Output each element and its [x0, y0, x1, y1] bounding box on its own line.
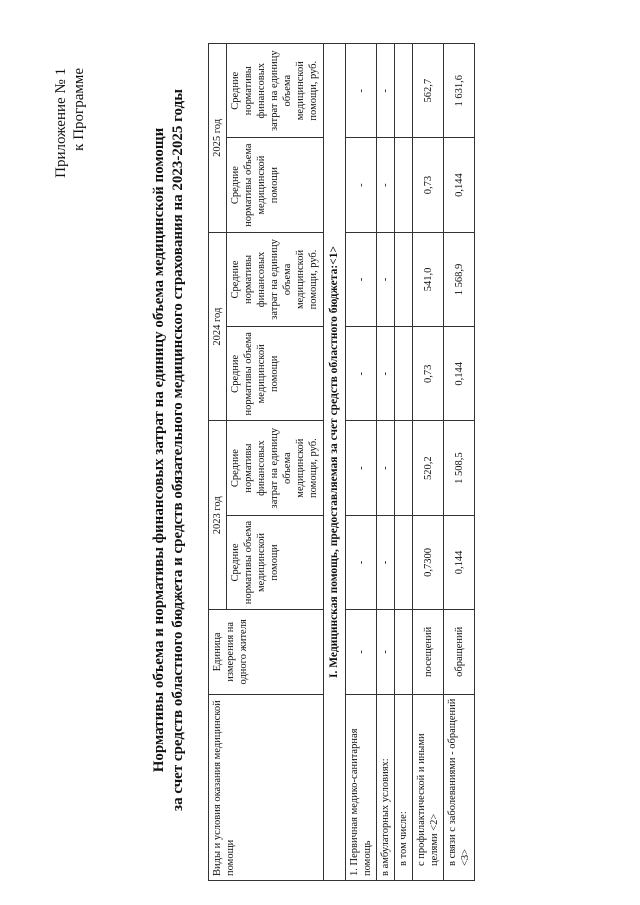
row-volume-2024 [395, 327, 413, 421]
row-volume-2023: 0,144 [444, 515, 475, 609]
header-volume-2025: Средние нормативы объема медицинской помощи [227, 138, 324, 232]
appendix-label [52, 68, 88, 178]
row-volume-2024: 0,144 [444, 327, 475, 421]
row-volume-2023: - [346, 515, 377, 609]
row-kind: в амбулаторных условиях: [377, 694, 395, 880]
row-cost-2024: - [346, 232, 377, 326]
row-cost-2023: - [346, 421, 377, 515]
section-heading: I. Медицинская помощь, предоставляемая за счет средств областного бюджета:<1> [324, 44, 346, 881]
row-cost-2024: 541,0 [413, 232, 444, 326]
row-volume-2025: - [346, 138, 377, 232]
row-cost-2025: 1 631,6 [444, 44, 475, 138]
row-kind: в связи с заболеваниями - обращений <3> [444, 694, 475, 880]
appendix-line-1: Приложение № 1 [53, 68, 69, 178]
row-volume-2024: - [377, 327, 395, 421]
table-row [377, 44, 395, 881]
title-line-2: за счет средств областного бюджета и средств обязательного медицинского страхования на 2023-2025 годы [170, 89, 186, 811]
row-cost-2025 [395, 44, 413, 138]
appendix-line-2: к Программе [71, 68, 87, 151]
row-cost-2024: 1 568,9 [444, 232, 475, 326]
row-volume-2023 [395, 515, 413, 609]
row-cost-2023: 520,2 [413, 421, 444, 515]
row-cost-2025: - [346, 44, 377, 138]
row-cost-2023: 1 508,5 [444, 421, 475, 515]
header-kind: Виды и условия оказания медицинской помощи [209, 694, 324, 880]
row-unit: - [377, 610, 395, 694]
row-unit [395, 610, 413, 694]
row-volume-2025: 0,73 [413, 138, 444, 232]
header-cost-2024: Средние нормативы финансовых затрат на единицу объема медицинской помощи, руб. [227, 232, 324, 326]
row-cost-2025: 562,7 [413, 44, 444, 138]
row-cost-2023 [395, 421, 413, 515]
header-volume-2023: Средние нормативы объема медицинской помощи [227, 515, 324, 609]
document-title [150, 55, 188, 845]
row-kind: 1. Первичная медико-санитарная помощь [346, 694, 377, 880]
row-unit: посещений [413, 610, 444, 694]
row-cost-2024: - [377, 232, 395, 326]
table-row [413, 44, 444, 881]
header-year-2023: 2023 год [209, 421, 227, 610]
row-volume-2024: 0,73 [413, 327, 444, 421]
row-unit: обращений [444, 610, 475, 694]
table-row [444, 44, 475, 881]
row-volume-2023: - [377, 515, 395, 609]
row-cost-2023: - [377, 421, 395, 515]
row-volume-2024: - [346, 327, 377, 421]
table-row [395, 44, 413, 881]
header-unit: Единица измерения на одного жителя [209, 610, 324, 694]
header-volume-2024: Средние нормативы объема медицинской помощи [227, 327, 324, 421]
row-volume-2025: - [377, 138, 395, 232]
header-cost-2023: Средние нормативы финансовых затрат на единицу объема медицинской помощи, руб. [227, 421, 324, 515]
header-year-2024: 2024 год [209, 232, 227, 421]
header-cost-2025: Средние нормативы финансовых затрат на единицу объема медицинской помощи, руб. [227, 44, 324, 138]
row-cost-2024 [395, 232, 413, 326]
row-volume-2025: 0,144 [444, 138, 475, 232]
row-cost-2025: - [377, 44, 395, 138]
row-kind: с профилактической и иными целями <2> [413, 694, 444, 880]
row-volume-2023: 0,7300 [413, 515, 444, 609]
row-kind: в том числе: [395, 694, 413, 880]
table-row [346, 44, 377, 881]
row-unit: - [346, 610, 377, 694]
row-volume-2025 [395, 138, 413, 232]
title-line-1: Нормативы объема и нормативы финансовых затрат на единицу объема медицинской помощи [151, 127, 167, 773]
header-year-2025: 2025 год [209, 44, 227, 233]
normatives-table [208, 43, 475, 881]
